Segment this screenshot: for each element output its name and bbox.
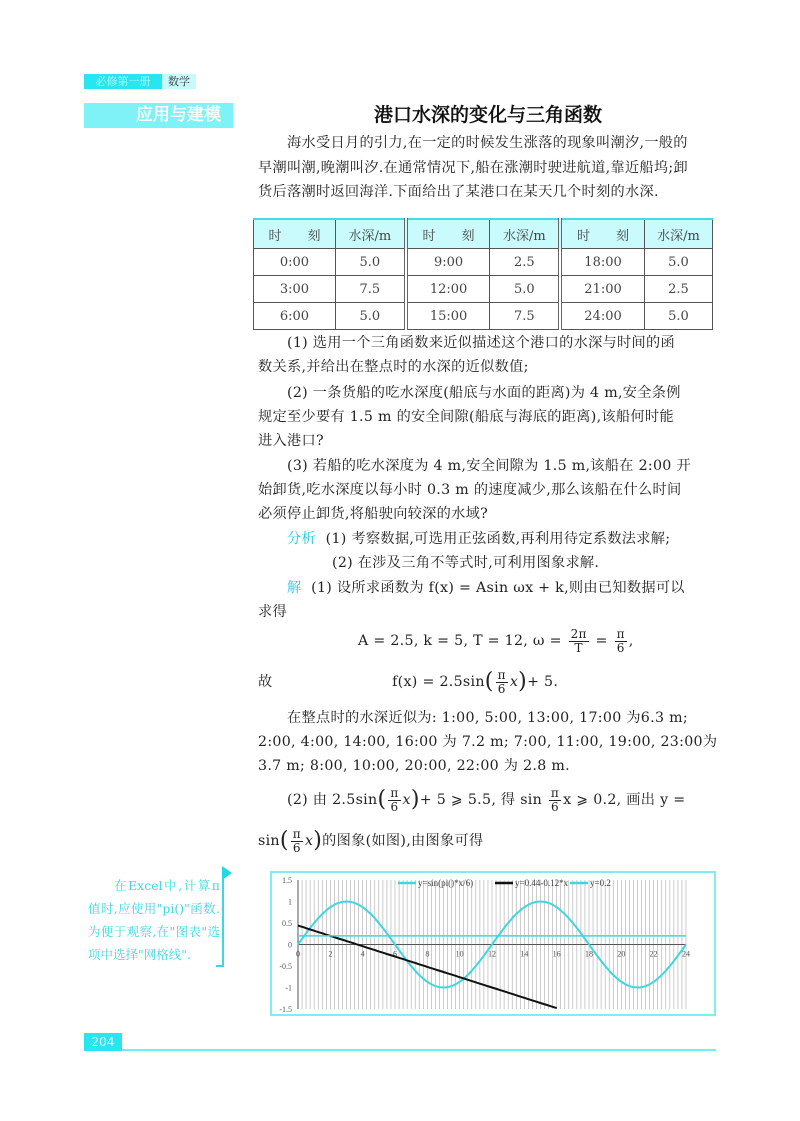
sine-chart (270, 871, 716, 1016)
denominator: 6 (616, 640, 625, 655)
table-row (254, 303, 713, 330)
question-line: 始卸货,吃水深度以每小时 0.3 m 的速度减少,那么该船在什么时间 (258, 482, 682, 498)
denominator: 6 (390, 799, 399, 814)
equation-text: x ⩾ 0.2, 画出 y = (563, 792, 686, 808)
equation-text: A = 2.5, k = 5, T = 12, ω = (358, 633, 562, 649)
x-tick-label: 20 (617, 949, 626, 959)
solution-line (258, 578, 745, 598)
x-tick-label: 24 (682, 949, 690, 959)
equation-text: + 5. (527, 674, 559, 690)
y-tick-label: -1 (285, 983, 292, 993)
table-cell: 9:00 (406, 249, 490, 276)
table-header-row (254, 219, 713, 249)
note-arrow-icon (222, 866, 232, 880)
page-title: 港口水深的变化与三角函数 (373, 104, 602, 126)
equation-var: x (402, 792, 411, 808)
column-header: 水深/m (644, 219, 712, 249)
fraction (291, 828, 303, 855)
table-cell: 2.5 (490, 249, 560, 276)
solution-text: (1) 设所求函数为 f(x) = Asin ωx + k,则由已知数据可以 (311, 580, 685, 596)
equation-label: 故 (258, 674, 273, 690)
table-cell: 24:00 (560, 303, 644, 330)
y-tick-label: -1.5 (279, 1005, 292, 1014)
graph-line: sin( $\frac{\pi}{6}$ x)的图象(如图),由图象可得 (258, 826, 484, 855)
column-header: 水深/m (490, 219, 560, 249)
subject-label: 数学 (162, 74, 196, 89)
table-cell: 0:00 (254, 249, 336, 276)
table-cell: 5.0 (490, 276, 560, 303)
x-tick-label: 12 (488, 949, 496, 959)
section-label (84, 103, 233, 128)
column-header: 时 刻 (254, 219, 336, 249)
equation-text: sin (258, 833, 280, 849)
equation-text: 的图象(如图),由图象可得 (322, 833, 484, 849)
question-line: (1) 选用一个三角函数来近似描述这个港口的水深与时间的函 (287, 335, 675, 351)
excel-tip-note: 在Excel中,计算π值时,应使用"pi()"函数.为便于观察,在"图表"选项中选择"网格线". (88, 878, 220, 962)
fraction (569, 628, 589, 655)
column-header: 时 刻 (560, 219, 644, 249)
x-tick-label: 16 (552, 949, 561, 959)
equation-var: x (509, 674, 519, 690)
tide-table (253, 218, 713, 330)
question-line: (3) 若船的吃水深度为 4 m,安全间隙为 1.5 m,该船在 2:00 开 (287, 458, 691, 474)
depth-line: 3.7 m; 8:00, 10:00, 20:00, 22:00 为 2.8 m. (258, 758, 570, 774)
table-cell: 6:00 (254, 303, 336, 330)
numerator: π (497, 667, 506, 682)
table-row (254, 249, 713, 276)
analysis-line (258, 529, 745, 549)
intro-line: 海水受日月的引力,在一定的时候发生涨落的现象叫潮汐,一般的 (287, 135, 688, 151)
equation-text: f(x) = 2.5sin (392, 674, 485, 690)
y-tick-label: 1 (288, 897, 292, 907)
question-line: (2) 一条货船的吃水深度(船底与水面的距离)为 4 m,安全条例 (287, 385, 681, 401)
analysis-text: (1) 考察数据,可选用正弦函数,再利用待定系数法求解; (325, 531, 671, 547)
question-line: 数关系,并给出在整点时的水深的近似数值; (258, 359, 529, 375)
analysis-label: 分析 (287, 531, 316, 547)
solution-label: 解 (287, 580, 302, 596)
question-line: 进入港口? (258, 433, 324, 449)
book-label: 必修第一册 (84, 74, 162, 89)
intro-line: 货后落潮时返回海洋.下面给出了某港口在某天几个时刻的水深. (258, 184, 659, 200)
question-line: 规定至少要有 1.5 m 的安全间隙(船底与海底的距离),该船何时能 (258, 409, 674, 425)
x-tick-label: 10 (455, 949, 464, 959)
fraction (615, 628, 627, 655)
legend-label: y=0.44-0.12*x (515, 878, 569, 888)
intro-line: 早潮叫潮,晚潮叫汐.在通常情况下,船在涨潮时驶进航道,靠近船坞;卸 (258, 160, 688, 176)
x-tick-label: 4 (360, 949, 365, 959)
inequality-line: (2) 由 2.5sin( $\frac{\pi}{6}$ x)+ 5 ⩾ 5.5, 得 sin $\frac{\pi}{6}$ x ⩾ 0.2, 画出 y = (287, 785, 686, 814)
table-cell: 15:00 (406, 303, 490, 330)
footer-rule (122, 1049, 716, 1051)
equation-text: (2) 由 2.5sin (287, 792, 378, 808)
table-cell: 5.0 (644, 249, 712, 276)
x-tick-label: 0 (296, 949, 300, 959)
equation-text: = (595, 633, 608, 649)
question-line: 必须停止卸货,将船驶向较深的水域? (258, 506, 489, 522)
equation-var: x (304, 833, 314, 849)
column-header: 水深/m (335, 219, 405, 249)
y-tick-label: 0.5 (282, 919, 292, 928)
page-number: 204 (84, 1033, 122, 1051)
denominator: 6 (551, 799, 559, 814)
table-cell: 5.0 (335, 303, 405, 330)
denominator: 6 (292, 840, 301, 855)
table-cell: 2.5 (644, 276, 712, 303)
depth-line: 2:00, 4:00, 14:00, 16:00 为 7.2 m; 7:00, 11:00, 19:00, 23:00为 (258, 734, 718, 750)
numerator: 2π (570, 626, 587, 641)
y-tick-label: -0.5 (279, 962, 292, 971)
equation-text: + 5 ⩾ 5.5, 得 sin (419, 792, 543, 808)
section-label-text: 应用与建模 (136, 105, 221, 125)
equation-text: , (628, 633, 634, 649)
x-tick-label: 2 (328, 949, 333, 959)
table-cell: 5.0 (644, 303, 712, 330)
fraction (388, 787, 400, 814)
denominator: 6 (497, 681, 506, 696)
numerator: π (550, 785, 560, 800)
table-row (254, 276, 713, 303)
equation-params (258, 626, 800, 656)
table-cell: 3:00 (254, 276, 336, 303)
x-tick-label: 14 (520, 949, 529, 959)
x-tick-label: 18 (585, 949, 593, 959)
table-cell: 7.5 (490, 303, 560, 330)
x-tick-label: 6 (393, 949, 397, 959)
table-cell: 18:00 (560, 249, 644, 276)
numerator: π (292, 826, 301, 841)
denominator: T (574, 640, 583, 655)
y-tick-label: 0 (288, 940, 292, 950)
solution-line: 求得 (258, 604, 287, 620)
fraction (496, 669, 508, 696)
legend-label: y=0.2 (590, 878, 611, 888)
depth-line: 在整点时的水深近似为: 1:00, 5:00, 13:00, 17:00 为6.3 m; (287, 710, 688, 726)
table-cell: 12:00 (406, 276, 490, 303)
column-header: 时 刻 (406, 219, 490, 249)
numerator: π (616, 626, 625, 641)
table-cell: 21:00 (560, 276, 644, 303)
table-cell: 7.5 (335, 276, 405, 303)
legend-label: y=sin(pi()*x/6) (418, 878, 474, 888)
fraction (549, 787, 561, 814)
y-tick-label: 1.5 (282, 876, 292, 885)
numerator: π (390, 785, 399, 800)
table-cell: 5.0 (335, 249, 405, 276)
x-tick-label: 22 (649, 949, 658, 959)
equation-function: 故 f(x) = 2.5sin( $\frac{\pi}{6}$ x)+ 5. (258, 667, 559, 696)
note-bracket (216, 870, 224, 967)
x-tick-label: 8 (425, 949, 430, 959)
analysis-line: (2) 在涉及三角不等式时,可利用图象求解. (332, 555, 600, 571)
